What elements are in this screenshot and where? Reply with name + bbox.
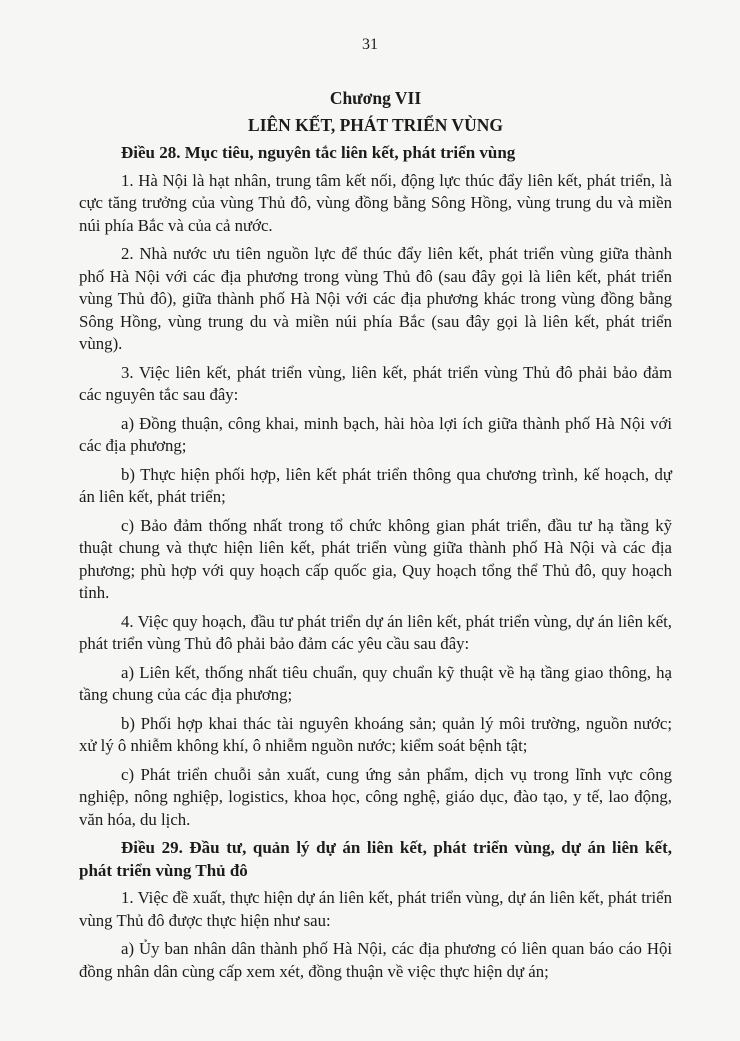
paragraph: 3. Việc liên kết, phát triển vùng, liên kết, phát triển vùng Thủ đô phải bảo đảm các nguyên tắc sau đây: [79, 362, 672, 404]
paragraph: 4. Việc quy hoạch, đầu tư phát triển dự án liên kết, phát triển vùng, dự án liên kết, phát triển vùng Thủ đô phải bảo đảm các yêu cầu sau đây: [79, 611, 672, 653]
paragraph: b) Phối hợp khai thác tài nguyên khoáng sản; quản lý môi trường, nguồn nước; xử lý ô nhiễm không khí, ô nhiễm nguồn nước; kiểm soát bệnh tật; [79, 713, 672, 755]
paragraph: a) Ủy ban nhân dân thành phố Hà Nội, các địa phương có liên quan báo cáo Hội đồng nhân dân cùng cấp xem xét, đồng thuận về việc thực hiện dự án; [79, 939, 672, 981]
paragraph: c) Phát triển chuỗi sản xuất, cung ứng sản phẩm, dịch vụ trong lĩnh vực công nghiệp, nông nghiệp, logistics, khoa học, công nghệ, giáo dục, đào tạo, y tế, lao động, văn hóa, du lịch. [79, 764, 672, 829]
paragraph: a) Đồng thuận, công khai, minh bạch, hài hòa lợi ích giữa thành phố Hà Nội với các địa phương; [79, 413, 672, 455]
page-number: 31 [362, 36, 378, 53]
article-28 [79, 142, 672, 831]
paragraph: 1. Việc đề xuất, thực hiện dự án liên kết, phát triển vùng, dự án liên kết, phát triển vùng Thủ đô được thực hiện như sau: [79, 888, 672, 930]
paragraph: a) Liên kết, thống nhất tiêu chuẩn, quy chuẩn kỹ thuật về hạ tầng giao thông, hạ tầng chung của các địa phương; [79, 662, 672, 704]
article-29 [79, 837, 672, 983]
chapter-number: Chương VII [329, 88, 422, 108]
document-body [79, 86, 672, 989]
article-heading: Điều 29. Đầu tư, quản lý dự án liên kết, phát triển vùng, dự án liên kết, phát triển vùng Thủ đô [79, 838, 672, 880]
paragraph: 2. Nhà nước ưu tiên nguồn lực để thúc đẩy liên kết, phát triển vùng giữa thành phố Hà Nội với các địa phương trong vùng Thủ đô (sau đây gọi là liên kết, phát triển vùng Thủ đô), giữa thành phố Hà Nội với các địa phương khác trong vùng đồng bằng Sông Hồng, vùng trung du và miền núi phía Bắc (sau đây gọi là liên kết, phát triển vùng). [79, 244, 672, 353]
paragraph: b) Thực hiện phối hợp, liên kết phát triển thông qua chương trình, kế hoạch, dự án liên kết, phát triển; [79, 464, 672, 506]
chapter-title: LIÊN KẾT, PHÁT TRIỂN VÙNG [248, 115, 503, 135]
paragraph: c) Bảo đảm thống nhất trong tổ chức không gian phát triển, đầu tư hạ tầng kỹ thuật chung và thực hiện liên kết, phát triển vùng giữa thành phố Hà Nội và các địa phương; phù hợp với quy hoạch cấp quốc gia, Quy hoạch tổng thể Thủ đô, quy hoạch tỉnh. [79, 515, 672, 602]
article-heading: Điều 28. Mục tiêu, nguyên tắc liên kết, phát triển vùng [121, 143, 516, 162]
paragraph: 1. Hà Nội là hạt nhân, trung tâm kết nối, động lực thúc đẩy liên kết, phát triển, là cực tăng trưởng của vùng Thủ đô, vùng đồng bằng Sông Hồng, vùng trung du và miền núi phía Bắc và của cả nước. [79, 170, 672, 235]
